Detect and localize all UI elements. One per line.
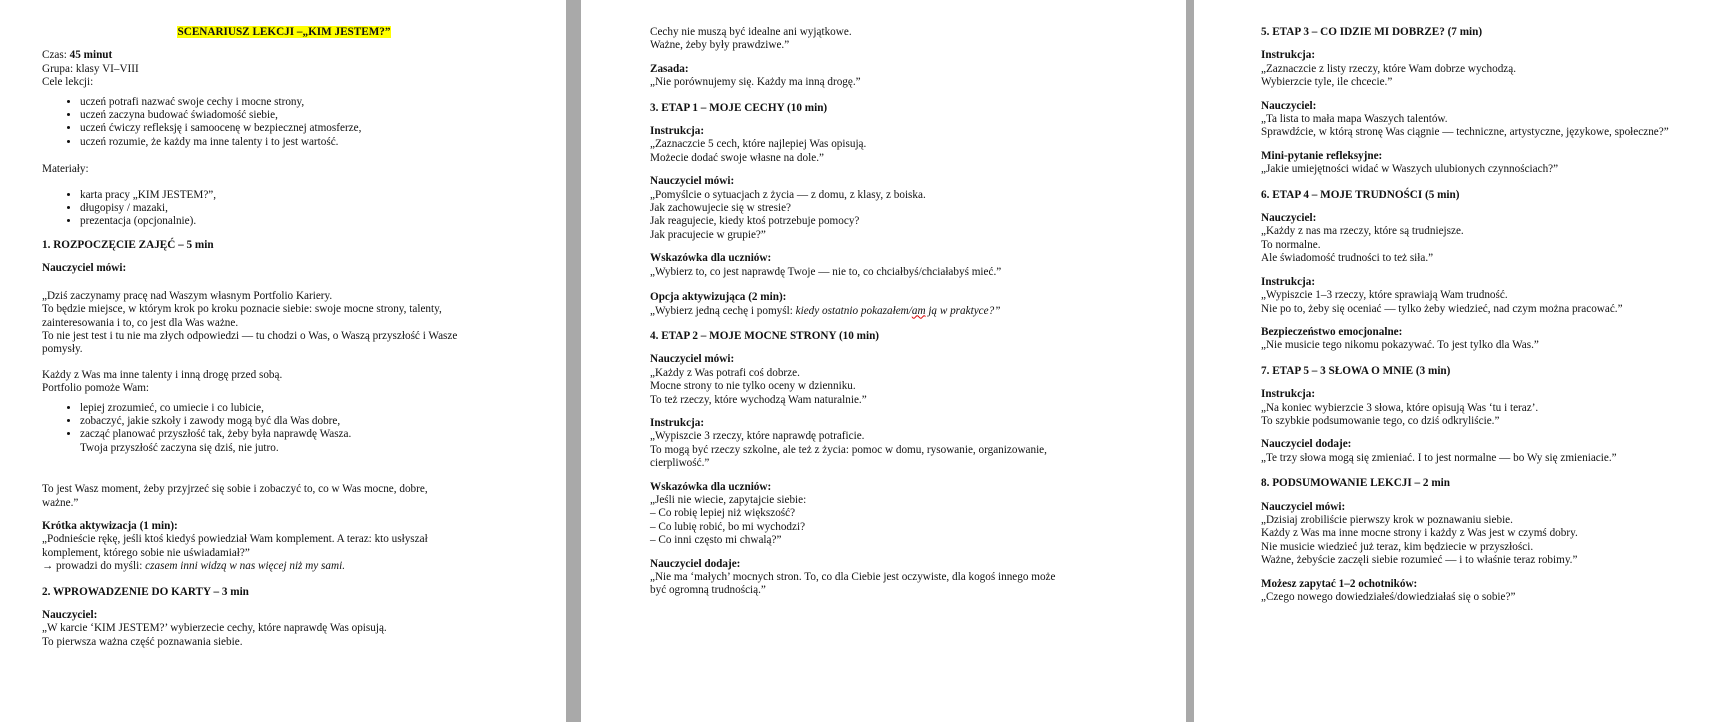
speech-line: pomysły. [42, 343, 83, 356]
instruction-line: „Na koniec wybierzcie 3 słowa, które opisują Was ‘tu i teraz’. [1261, 401, 1539, 414]
goal-item: • uczeń zaczyna budować świadomość siebie, [80, 109, 526, 122]
speech-line: „Każdy z Was potrafi coś dobrze. [650, 366, 800, 379]
speech-line: „Ta lista to mała mapa Waszych talentów. [1261, 113, 1448, 126]
benefit-continuation: Twoja przyszłość zaczyna się dziś, nie jutro. [80, 441, 279, 454]
portfolio-benefits-list [42, 402, 526, 442]
option-italic: kiedy ostatnio pokazałem/ [795, 304, 912, 317]
speech-line: ważne.” [42, 496, 79, 509]
section-8-heading: 8. PODSUMOWANIE LEKCJI – 2 min [1261, 477, 1450, 490]
section-5-mini-label: Mini-pytanie refleksyjne: [1261, 149, 1383, 162]
material-item: • karta pracy „KIM JESTEM?”, [80, 189, 526, 202]
instruction-line: Nie po to, żeby się oceniać — tylko żeby wiedzieć, nad czym można pracować.” [1261, 302, 1623, 315]
section-3-option-label: Opcja aktywizująca (2 min): [650, 291, 787, 304]
rule-label: Zasada: [650, 62, 689, 75]
section-7-instruction-label: Instrukcja: [1261, 388, 1316, 401]
section-5-teacher [1261, 113, 1717, 140]
option-italic-misspelled: am [911, 304, 926, 317]
section-4-adds-label: Nauczyciel dodaje: [650, 557, 741, 570]
instruction-line: Możecie dodać swoje własne na dole.” [650, 151, 824, 164]
speech-line: To normalne. [1261, 238, 1321, 251]
speech-line: To pierwsza ważna część poznawania siebie. [42, 635, 243, 648]
materials-label: Materiały: [42, 163, 89, 176]
speech-line: To będzie miejsce, w którym krok po kroku poznacie siebie: swoje mocne strony, talenty, [42, 303, 442, 316]
speech-line: Ważne, żebyście zaczęli siebie rozumieć — i to właśnie teraz robimy.” [1261, 554, 1578, 567]
hint-line: „Jeśli nie wiecie, zapytajcie siebie: [650, 493, 807, 506]
speech-line: „Dziś zaczynamy pracę nad Waszym własnym Portfolio Kariery. [42, 289, 333, 302]
section-1-speech [42, 290, 526, 357]
option-prefix: „Wybierz jedną cechę i pomyśl: [650, 304, 796, 317]
benefit-item: • zobaczyć, jakie szkoły i zawody mogą być dla Was dobre, [80, 415, 526, 428]
speech-line: Każdy z Was ma inne mocne strony i każdy z Was jest w czymś dobry. [1261, 527, 1578, 540]
material-item: • długopisy / mazaki, [80, 202, 526, 215]
speech-line: Cechy nie muszą być idealne ani wyjątkowe. [650, 26, 852, 38]
section-4-hint [650, 494, 1166, 548]
section-1-heading: 1. ROZPOCZĘCIE ZAJĘĆ – 5 min [42, 238, 214, 251]
duration-label: Czas: [42, 49, 70, 62]
speech-line: zainteresowania i to, co jest dla Was ważne. [42, 316, 239, 329]
materials-list [42, 189, 526, 229]
section-6-teacher [1261, 225, 1717, 265]
section-3-teacher-label: Nauczyciel mówi: [650, 175, 735, 188]
section-6-instruction [1261, 289, 1717, 316]
section-6-safety-label: Bezpieczeństwo emocjonalne: [1261, 325, 1403, 338]
speech-line: Ważne, żeby były prawdziwe.” [650, 39, 790, 52]
instruction-line: cierpliwość.” [650, 457, 710, 470]
speech-line: być ogromną trudnością.” [650, 584, 766, 597]
goal-item: • uczeń potrafi nazwać swoje cechy i mocne strony, [80, 96, 526, 109]
section-6-teacher-label: Nauczyciel: [1261, 212, 1317, 225]
benefit-item: • zacząć planować przyszłość tak, żeby była naprawdę Wasza. [80, 428, 526, 441]
section-8-ask-label: Możesz zapytać 1–2 ochotników: [1261, 577, 1418, 590]
section-1-speech-2 [42, 369, 526, 396]
instruction-line: Wybierzcie tyle, ile chcecie.” [1261, 76, 1393, 89]
benefit-item: • lepiej zrozumieć, co umiecie i co lubicie, [80, 402, 526, 415]
option-italic: ją w praktyce?” [925, 304, 1001, 317]
section-3-hint-label: Wskazówka dla uczniów: [650, 252, 772, 265]
instruction-line: „Zaznaczcie z listy rzeczy, które Wam dobrze wychodzą. [1261, 62, 1517, 75]
speech-line: Jak zachowujecie się w stresie? [650, 202, 792, 215]
section-6-instruction-label: Instrukcja: [1261, 275, 1316, 288]
document-page-2 [581, 0, 1186, 722]
section-4-teacher [650, 367, 1166, 407]
speech-line: To nie jest test i tu nie ma złych odpowiedzi — tu chodzi o Was, o Waszą przyszłość i Wasze [42, 329, 458, 342]
section-8-teacher [1261, 514, 1717, 568]
section-7-heading: 7. ETAP 5 – 3 SŁOWA O MNIE (3 min) [1261, 364, 1451, 377]
section-8-ask: „Czego nowego dowiedziałeś/dowiedziałaś się o sobie?” [1261, 591, 1516, 603]
speech-line: „Każdy z nas ma rzeczy, które są trudniejsze. [1261, 225, 1464, 238]
section-8-teacher-label: Nauczyciel mówi: [1261, 500, 1346, 513]
goals-label: Cele lekcji: [42, 76, 94, 89]
lead-italic: czasem inni widzą w nas więcej niż my sami. [145, 560, 345, 573]
goals-list [42, 96, 526, 150]
section-2-heading: 2. WPROWADZENIE DO KARTY – 3 min [42, 585, 249, 598]
duration-line [42, 49, 526, 62]
activation-lead [42, 560, 526, 573]
duration-value: 45 minut [69, 49, 113, 62]
section-1-teacher-label: Nauczyciel mówi: [42, 262, 127, 275]
document-title: SCENARIUSZ LEKCJI –„KIM JESTEM?” [177, 26, 391, 38]
speech-line: Nie musicie wiedzieć już teraz, kim będziecie w przyszłości. [1261, 540, 1534, 553]
section-5-teacher-label: Nauczyciel: [1261, 99, 1317, 112]
section-5-instruction [1261, 63, 1717, 90]
goal-item: • uczeń ćwiczy refleksję i samoocenę w bezpiecznej atmosferze, [80, 122, 526, 135]
section-5-heading: 5. ETAP 3 – CO IDZIE MI DOBRZE? (7 min) [1261, 26, 1483, 38]
section-3-hint: „Wybierz to, co jest naprawdę Twoje — nie to, co chciałbyś/chciałabyś mieć.” [650, 265, 1002, 278]
section-4-hint-label: Wskazówka dla uczniów: [650, 480, 772, 493]
section-3-instruction-label: Instrukcja: [650, 125, 705, 138]
speech-line: „Nie ma ‘małych’ mocnych stron. To, co dla Ciebie jest oczywiste, dla kogoś innego może [650, 571, 1056, 583]
section-3-teacher [650, 189, 1166, 243]
document-page-1 [0, 0, 566, 722]
speech-line: To też rzeczy, które wychodzą Wam naturalnie.” [650, 393, 867, 406]
document-page-3 [1194, 0, 1727, 722]
page-2-continuation [650, 26, 1166, 53]
speech-line: To jest Wasz moment, żeby przyjrzeć się sobie i zobaczyć to, co w Was mocne, dobre, [42, 483, 428, 496]
section-7-instruction [1261, 402, 1717, 429]
speech-line: „Dzisiaj zrobiliście pierwszy krok w poznawaniu siebie. [1261, 513, 1513, 526]
section-6-safety: „Nie musicie tego nikomu pokazywać. To jest tylko dla Was.” [1261, 339, 1539, 352]
section-5-mini: „Jakie umiejętności widać w Waszych ulubionych czynnościach?” [1261, 163, 1559, 176]
section-6-heading: 6. ETAP 4 – MOJE TRUDNOŚCI (5 min) [1261, 188, 1460, 201]
speech-line: Mocne strony to nie tylko oceny w dzienniku. [650, 380, 856, 393]
section-4-instruction [650, 430, 1166, 470]
activation-label: Krótka aktywizacja (1 min): [42, 519, 178, 532]
speech-line: Ale świadomość trudności to też siła.” [1261, 252, 1434, 265]
section-3-instruction [650, 138, 1166, 165]
speech-line: Sprawdźcie, w którą stronę Was ciągnie — techniczne, artystyczne, językowe, społeczne?” [1261, 126, 1669, 139]
section-4-teacher-label: Nauczyciel mówi: [650, 353, 735, 366]
speech-line: „W karcie ‘KIM JESTEM?’ wybierzecie cechy, które naprawdę Was opisują. [42, 622, 387, 635]
speech-line: Każdy z Was ma inne talenty i inną drogę przed sobą. [42, 368, 283, 381]
section-7-adds: „Te trzy słowa mogą się zmieniać. I to jest normalne — bo Wy się zmieniacie.” [1261, 451, 1617, 464]
lead-prefix: → prowadzi do myśli: [42, 560, 146, 573]
section-4-instruction-label: Instrukcja: [650, 416, 705, 429]
section-4-heading: 4. ETAP 2 – MOJE MOCNE STRONY (10 min) [650, 329, 880, 342]
section-1-closing [42, 483, 526, 510]
speech-line: Jak reagujecie, kiedy ktoś potrzebuje pomocy? [650, 215, 860, 228]
speech-line: „Pomyślcie o sytuacjach z życia — z domu, z klasy, z boiska. [650, 188, 926, 201]
speech-line: Portfolio pomoże Wam: [42, 382, 150, 395]
section-5-instruction-label: Instrukcja: [1261, 49, 1316, 62]
goal-item: • uczeń rozumie, że każdy ma inne talenty i to jest wartość. [80, 136, 526, 149]
instruction-line: To szybkie podsumowanie tego, co dziś odkryliście.” [1261, 414, 1500, 427]
group-line: Grupa: klasy VI–VIII [42, 62, 139, 75]
instruction-line: To mogą być rzeczy szkolne, ale też z życia: pomoc w domu, rysowanie, organizowanie, [650, 443, 1047, 456]
instruction-line: „Zaznaczcie 5 cech, które najlepiej Was opisują. [650, 138, 867, 151]
section-2-teacher-label: Nauczyciel: [42, 609, 98, 621]
instruction-line: „Wypiszcie 3 rzeczy, które naprawdę potraficie. [650, 430, 865, 443]
hint-line: – Co robię lepiej niż większość? [650, 507, 796, 520]
hint-line: – Co inni często mi chwalą?” [650, 534, 782, 547]
hint-line: – Co lubię robić, bo mi wychodzi? [650, 520, 806, 533]
rule-text: „Nie porównujemy się. Każdy ma inną drogę.” [650, 76, 861, 89]
instruction-line: „Wypiszcie 1–3 rzeczy, które sprawiają Wam trudność. [1261, 289, 1508, 302]
section-3-option [650, 305, 1166, 318]
activation-line: „Podnieście rękę, jeśli ktoś kiedyś powiedział Wam komplement. A teraz: kto usłyszał [42, 533, 428, 546]
section-7-adds-label: Nauczyciel dodaje: [1261, 438, 1352, 451]
title-row [42, 26, 526, 39]
speech-line: Jak pracujecie w grupie?” [650, 228, 766, 241]
section-3-heading: 3. ETAP 1 – MOJE CECHY (10 min) [650, 101, 828, 114]
activation-line: komplement, którego sobie nie uświadamiał?” [42, 546, 250, 559]
material-item: • prezentacja (opcjonalnie). [80, 215, 526, 228]
